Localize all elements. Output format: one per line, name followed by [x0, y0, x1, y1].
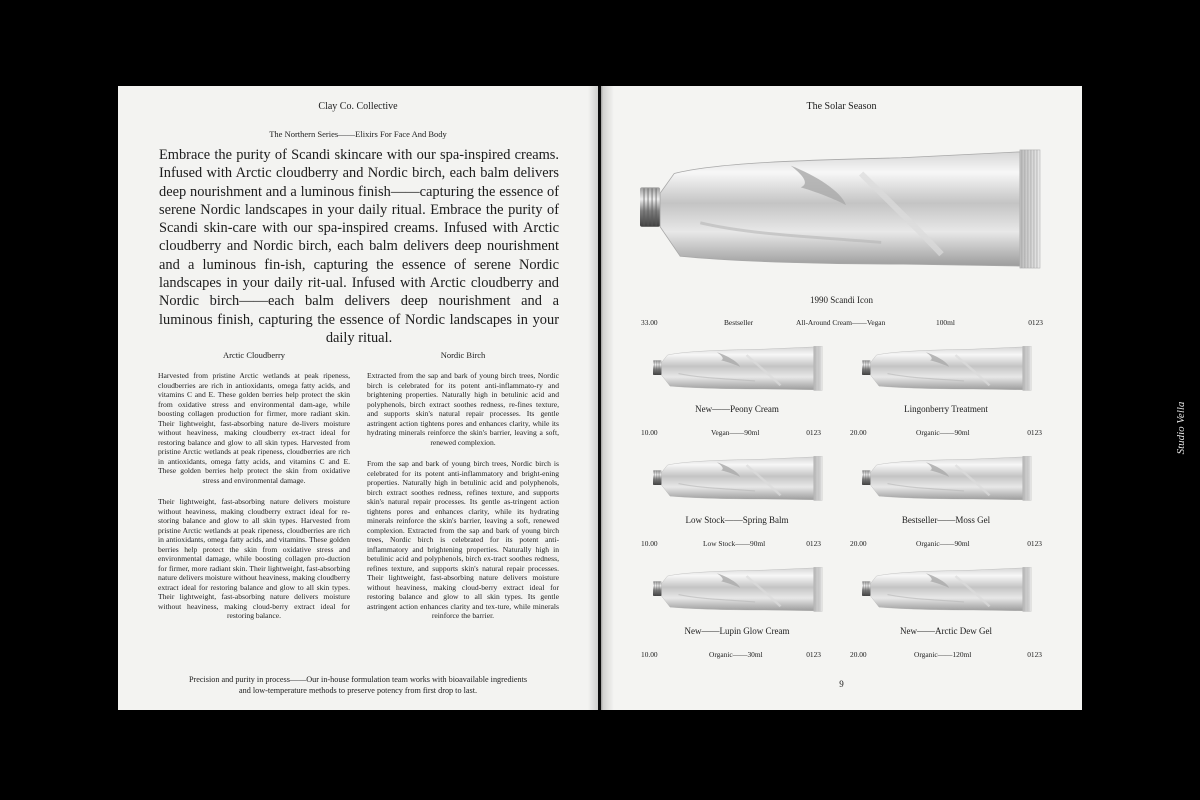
- product-info-row: [850, 539, 1042, 549]
- hero-tag: Bestseller: [724, 318, 754, 327]
- product-info-row: [850, 650, 1042, 660]
- product-name: New——Peony Cream: [695, 404, 779, 414]
- body-paragraph: From the sap and bark of young birch trees, Nordic birch is celebrated for its potent anti-inflammatory and bright-ening properties. Naturally high in betulinic acid and polyphenols, birch extract soothes redness, refines texture, and supports skin's natural repair processes. Its gentle as-tringent action tightens pores and enhances clarity, while its hydrating minerals reinforce the skin's barrier, leaving a soft, renewed complexion. Extracted from the sap and bark of young birch trees, Nordic birch is celebrated for its potent anti-inflammatory and brightening properties. Naturally high in betulinic acid and polyphenols, birch ex-tract soothes redness, refines texture, and supports skin's natural repair processes. Their lightweight, fast-absorbing nature delivers moisture without heaviness, making cloud-berry extract ideal for restoring balance and glow to all skin types. Its gentle astringent action enhances clarity and tex-ture, while minerals reinforce the barrier.: [367, 459, 559, 620]
- studio-imprint: Studio Vella: [1175, 401, 1187, 455]
- column-title-nordic-birch: Nordic Birch: [440, 350, 486, 360]
- product-code: 0123: [1027, 650, 1042, 659]
- spine-shadow: [588, 86, 614, 710]
- left-page: [118, 86, 598, 710]
- product-price: 10.00: [641, 428, 658, 437]
- product-name: New——Lupin Glow Cream: [684, 626, 790, 636]
- footer-note: [158, 675, 558, 696]
- product-spec: Organic——30ml: [709, 650, 763, 659]
- product-info-row: [641, 650, 821, 660]
- product-code: 0123: [806, 539, 821, 548]
- product-code: 0123: [1027, 428, 1042, 437]
- hero-size: 100ml: [936, 318, 955, 327]
- column-arctic-cloudberry: [158, 371, 350, 633]
- product-tube-image: [862, 565, 1032, 613]
- hero-price: 33.00: [641, 318, 658, 327]
- hero-product-name: 1990 Scandi Icon: [810, 295, 873, 305]
- product-tube-image: [653, 454, 823, 502]
- page-number: 9: [839, 679, 844, 689]
- body-paragraph: Their lightweight, fast-absorbing nature delivers moisture without heaviness, making cloudberry extract ideal for re-storing balance and glow to all skin types. Harvested from pristine Arctic wetlands at peak ripeness, cloudberries are rich in antioxidants, omega fatty acids, and vitamins. These golden berries help protect the skin from oxidative stress and environmental damage, while boosting collagen pro-duction for firmer, more radiant skin. Their lightweight, fast-absorbing nature delivers moisture without heaviness, making cloudberry extract ideal for restoring balance and glow to all skin types. Their lightweight, fast-absorbing nature delivers moisture without heaviness, making cloud-berry extract ideal for restoring balance.: [158, 497, 350, 620]
- product-name: Lingonberry Treatment: [904, 404, 988, 414]
- hero-description: All-Around Cream——Vegan: [796, 318, 886, 327]
- product-code: 0123: [1027, 539, 1042, 548]
- product-code: 0123: [806, 428, 821, 437]
- column-title-arctic-cloudberry: Arctic Cloudberry: [222, 350, 286, 360]
- body-paragraph: Harvested from pristine Arctic wetlands at peak ripeness, cloudberries are rich in antioxidants, omega fatty acids, and vitamins C and E. These golden berries help protect the skin from oxidative stress and environmental dam-age, while boosting collagen production for firmer, more radiant skin. Their lightweight, fast-absorbing nature de-livers moisture without heaviness, making cloudberry ex-tract ideal for restoring balance and glow to all skin types. Harvested from pristine Arctic wetlands at peak ripeness, cloudberries are rich in antioxidants, omega fatty acids, and vitamins C and E. These golden berries help protect the skin from oxidative stress and environmental damage.: [158, 371, 350, 485]
- footer-note-line: Precision and purity in process——Our in-house formulation team works with bioavailable ingredients: [188, 675, 528, 684]
- product-tube-image: [862, 454, 1032, 502]
- hero-product-info-row: [641, 318, 1043, 328]
- product-info-row: [641, 428, 821, 438]
- product-price: 20.00: [850, 428, 867, 437]
- product-tube-image: [862, 344, 1032, 392]
- product-spec: Low Stock——90ml: [703, 539, 766, 548]
- product-spec: Vegan——90ml: [711, 428, 760, 437]
- product-code: 0123: [806, 650, 821, 659]
- product-spec: Organic——120ml: [914, 650, 972, 659]
- product-spec: Organic——90ml: [916, 428, 970, 437]
- running-head: The Solar Season: [806, 101, 877, 112]
- series-subtitle: The Northern Series——Elixirs For Face And Body: [269, 129, 447, 139]
- right-page: [601, 86, 1082, 710]
- intro-paragraph: Embrace the purity of Scandi skincare with our spa-inspired creams. Infused with Arctic cloudberry and Nordic birch, each balm delivers deep nourishment and a luminous finish——capturing the essence of serene Nordic landscapes in your daily ritual. Embrace the purity of Scandi skin-care with our spa-inspired creams. Infused with Arctic cloudberry and Nordic birch, each balm delivers deep nourishment and a luminous fin-ish, capturing the essence of serene Nordic landscapes in your daily rit-ual. Infused with Arctic cloudberry and Nordic birch——each balm delivers deep nourishment and a luminous finish, capturing the essence of Nordic landscapes in your daily ritual.: [159, 147, 559, 346]
- product-info-row: [850, 428, 1042, 438]
- product-name: Low Stock——Spring Balm: [685, 515, 789, 525]
- running-head: Clay Co. Collective: [318, 101, 398, 112]
- hero-code: 0123: [1028, 318, 1043, 327]
- product-price: 20.00: [850, 539, 867, 548]
- product-price: 10.00: [641, 539, 658, 548]
- body-paragraph: Extracted from the sap and bark of young birch trees, Nordic birch is celebrated for its potent anti-inflammato-ry and brightening properties. Naturally high in betulinic acid and polyphenols, birch extract soothes redness, re-fines texture, and supports skin's natural repair processes. Its gentle astringent action tightens pores and enhances clarity, while its hydrating minerals reinforce the skin's barrier, leaving a soft, renewed complexion.: [367, 371, 559, 447]
- product-tube-image: [653, 565, 823, 613]
- product-price: 10.00: [641, 650, 658, 659]
- product-tube-image: [653, 344, 823, 392]
- product-name: Bestseller——Moss Gel: [901, 515, 991, 525]
- product-spec: Organic——90ml: [916, 539, 970, 548]
- column-nordic-birch: [367, 371, 559, 633]
- footer-note-line: and low-temperature methods to preserve potency from first drop to last.: [238, 685, 478, 695]
- product-info-row: [641, 539, 821, 549]
- product-price: 20.00: [850, 650, 867, 659]
- spine-gutter: [598, 86, 601, 710]
- hero-product-tube-image: [640, 144, 1042, 272]
- product-name: New——Arctic Dew Gel: [900, 626, 992, 636]
